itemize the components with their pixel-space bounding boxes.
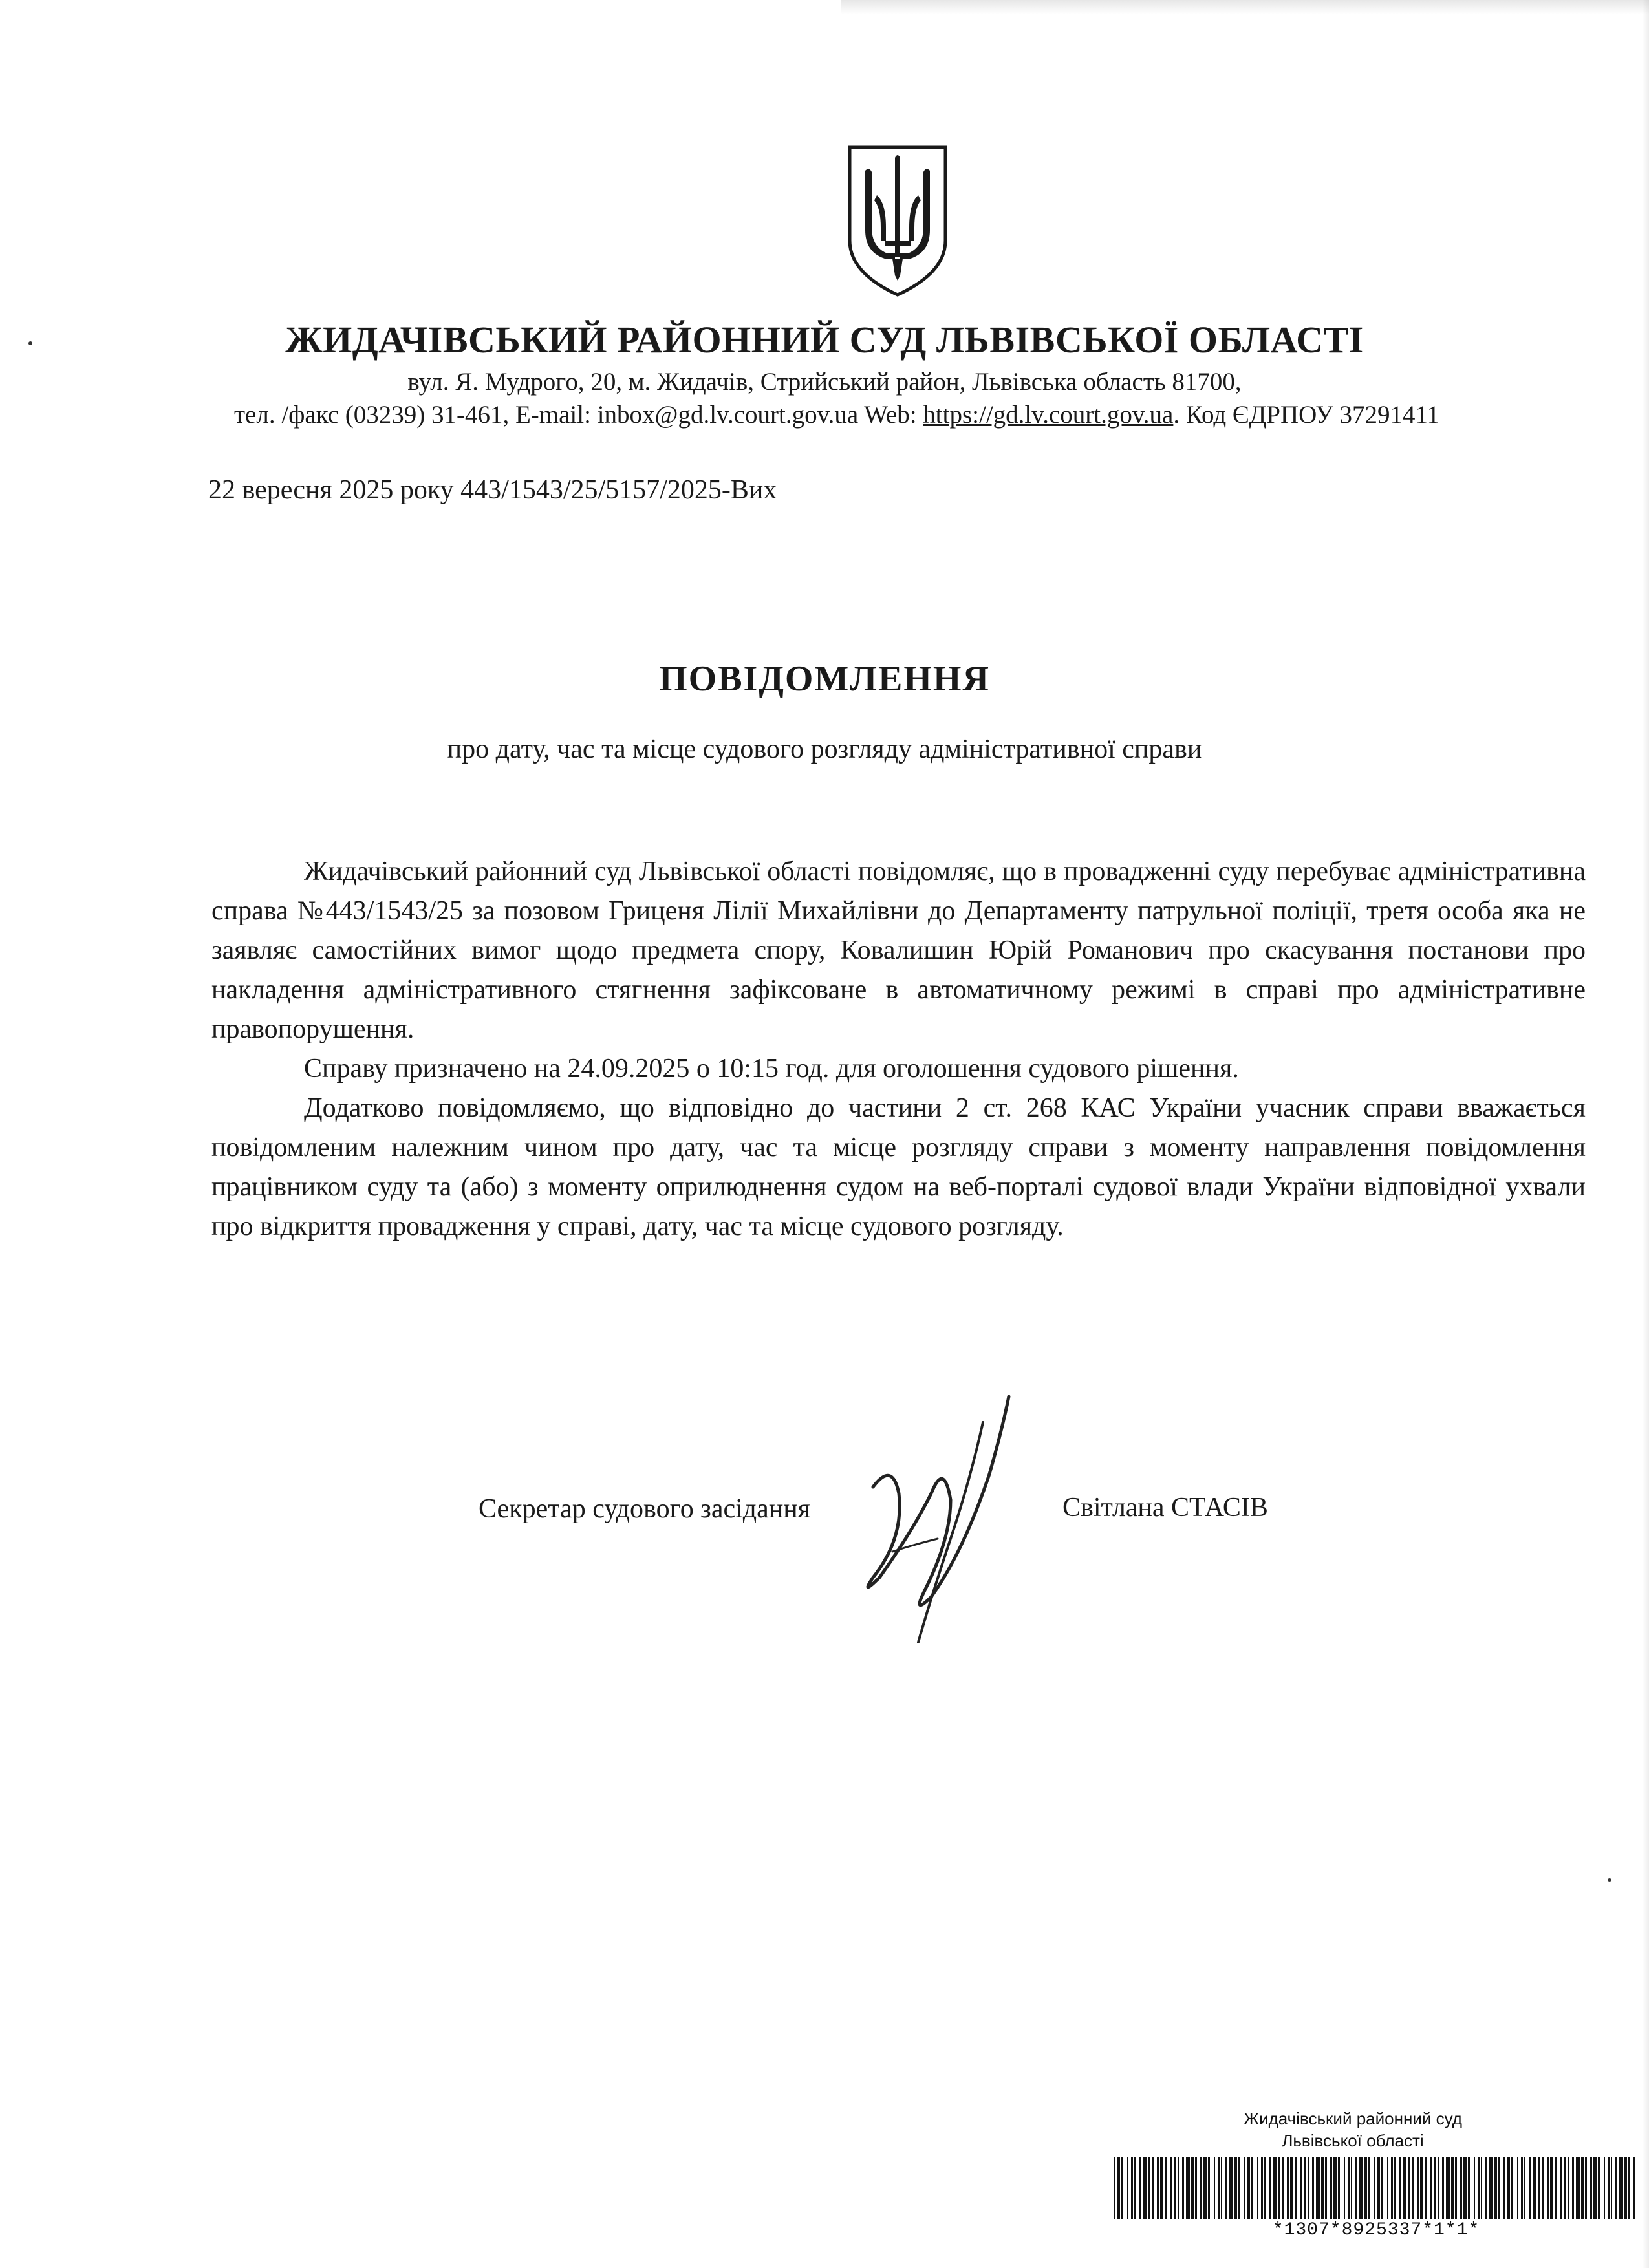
body-paragraph: Справу призначено на 24.09.2025 о 10:15 год. для оголошення судового рішення. [304, 1054, 1239, 1084]
barcode-bar [1238, 2157, 1240, 2219]
barcode-bar [1547, 2157, 1549, 2219]
notice-body [211, 852, 1586, 1246]
barcode-bar [1417, 2157, 1419, 2219]
barcode-bar [1550, 2157, 1553, 2219]
barcode-bar [1451, 2157, 1454, 2219]
barcode-bar [1615, 2157, 1617, 2219]
barcode-bar [1517, 2157, 1518, 2219]
barcode-bar [1538, 2157, 1540, 2219]
barcode-bar [1221, 2157, 1222, 2219]
barcode-bar [1628, 2157, 1630, 2219]
barcode-bar [1257, 2157, 1258, 2219]
barcode-bar [1446, 2157, 1450, 2219]
barcode-bar [1191, 2157, 1194, 2219]
barcode-bar [1368, 2157, 1370, 2219]
barcode-bar [1348, 2157, 1350, 2219]
handwritten-signature-icon [854, 1384, 1022, 1649]
barcode-bar [1560, 2157, 1562, 2219]
barcode-bar [1468, 2157, 1470, 2219]
barcode-bar [1585, 2157, 1587, 2219]
barcode-bar [1200, 2157, 1202, 2219]
barcode-bar [1399, 2157, 1401, 2219]
barcode-bar [1165, 2157, 1167, 2219]
barcode-bar [1529, 2157, 1531, 2219]
barcode-bar [1321, 2157, 1324, 2219]
barcode-bar [1481, 2157, 1482, 2219]
barcode-bar [1121, 2157, 1123, 2219]
barcode-bar [1494, 2157, 1497, 2219]
barcode-bar [1157, 2157, 1159, 2219]
barcode-bar [1312, 2157, 1314, 2219]
barcode-bar [1325, 2157, 1327, 2219]
barcode-bar [1287, 2157, 1289, 2219]
barcode-bar [1608, 2157, 1610, 2219]
barcode-bar [1463, 2157, 1467, 2219]
barcode-bar [1568, 2157, 1569, 2219]
barcode-bar [1355, 2157, 1357, 2219]
coat-of-arms-trident-icon [846, 144, 949, 299]
barcode-bar [1542, 2157, 1544, 2219]
barcode-bar [1474, 2157, 1475, 2219]
barcode-bar [1359, 2157, 1363, 2219]
barcode-bar [1507, 2157, 1510, 2219]
barcode-bar [1604, 2157, 1605, 2219]
barcode-bar [1394, 2157, 1396, 2219]
barcode-bar [1178, 2157, 1179, 2219]
barcode-bar [1160, 2157, 1163, 2219]
barcode-bar [1264, 2157, 1266, 2219]
barcode-bar [1333, 2157, 1337, 2219]
barcode-bar [1295, 2157, 1297, 2219]
barcode-bar [1412, 2157, 1414, 2219]
court-address: вул. Я. Мудрого, 20, м. Жидачів, Стрийський район, Львівська область 81700, [407, 368, 1242, 396]
barcode-bar [1503, 2157, 1505, 2219]
barcode-bar [1374, 2157, 1375, 2219]
barcode-bar [1300, 2157, 1302, 2219]
barcode-bar [1377, 2157, 1380, 2219]
barcode-bar [1455, 2157, 1457, 2219]
outgoing-number: 22 вересня 2025 року 443/1543/25/5157/2025-Вих [208, 475, 777, 505]
barcode-bar [1148, 2157, 1150, 2219]
barcode-bar [1555, 2157, 1557, 2219]
barcode-bar [1134, 2157, 1136, 2219]
barcode-bar [1117, 2157, 1120, 2219]
barcode-bar [1524, 2157, 1525, 2219]
barcode-bar [1127, 2157, 1128, 2219]
barcode-bar [1576, 2157, 1580, 2219]
barcode-bar [1139, 2157, 1141, 2219]
barcode-bar [1282, 2157, 1284, 2219]
registration-stamp [1217, 2108, 1489, 2152]
barcode-bar [1214, 2157, 1215, 2219]
barcode-bar [1152, 2157, 1154, 2219]
barcode-bar [1430, 2157, 1432, 2219]
document-subtitle: про дату, час та місце судового розгляду адміністративної справи [447, 734, 1202, 764]
barcode-bar [1170, 2157, 1172, 2219]
barcode-bar [1234, 2157, 1237, 2219]
barcode-bar [1182, 2157, 1184, 2219]
barcode-bar [1244, 2157, 1245, 2219]
barcode-bar [1593, 2157, 1597, 2219]
barcode-bar [1478, 2157, 1480, 2219]
court-contacts [234, 400, 1439, 429]
stamp-line-court: Жидачівський районний суд [1244, 2109, 1462, 2128]
barcode-bar [1364, 2157, 1367, 2219]
barcode-bar [1225, 2157, 1227, 2219]
barcode-bar [1460, 2157, 1462, 2219]
barcode-bar [1208, 2157, 1210, 2219]
barcode-bar [1131, 2157, 1133, 2219]
barcode-bar [1521, 2157, 1523, 2219]
barcode-bar [1590, 2157, 1592, 2219]
registration-barcode [1111, 2157, 1641, 2219]
barcode-bar [1251, 2157, 1253, 2219]
barcode-bar [1308, 2157, 1309, 2219]
signature-position: Секретар судового засідання [479, 1494, 811, 1524]
barcode-bar [1143, 2157, 1147, 2219]
barcode-bar [1581, 2157, 1584, 2219]
barcode-bar [1434, 2157, 1436, 2219]
barcode-bar [1387, 2157, 1388, 2219]
document-title: ПОВІДОМЛЕННЯ [659, 659, 990, 699]
barcode-bar [1408, 2157, 1410, 2219]
barcode-bar [1442, 2157, 1444, 2219]
barcode-bar [1338, 2157, 1340, 2219]
barcode-bar [1485, 2157, 1487, 2219]
barcode-bar [1229, 2157, 1233, 2219]
contacts-phone-email: тел. /факс (03239) 31-461, E-mail: inbox@gd.lv.court.gov.ua Web: [234, 401, 923, 429]
barcode-bar [1619, 2157, 1623, 2219]
body-paragraph: Додатково повідомляємо, що відповідно до частини 2 ст. 268 КАС України учасник справи вважається повідомленим належним чином про дату, час та місце розгляду справи з моменту направлення повідомлення працівником суду та (або) з моменту оприлюднення судом на веб-порталі судової влади України відповідної ухвали про відкриття провадження у справі, дату, час та місце судового розгляду. [211, 1093, 1586, 1241]
barcode-bar [1203, 2157, 1207, 2219]
barcode-bar [1533, 2157, 1536, 2219]
barcode-bar [1290, 2157, 1293, 2219]
barcode-bar [1425, 2157, 1427, 2219]
contacts-edrpou: . Код ЄДРПОУ 37291411 [1173, 401, 1440, 429]
barcode-bar [1564, 2157, 1566, 2219]
barcode-bar [1316, 2157, 1320, 2219]
barcode-bar [1269, 2157, 1271, 2219]
barcode-bar [1511, 2157, 1513, 2219]
barcode-bar [1344, 2157, 1345, 2219]
barcode-bar [1420, 2157, 1423, 2219]
barcode-bar [1351, 2157, 1352, 2219]
barcode-bar [1218, 2157, 1220, 2219]
barcode-bar [1247, 2157, 1250, 2219]
scan-edge-shadow-top [841, 0, 1649, 14]
barcode-number: *1307*8925337*1*1* [1272, 2220, 1480, 2240]
barcode-bar [1114, 2157, 1116, 2219]
barcode-bar [1624, 2157, 1627, 2219]
barcode-bar [1186, 2157, 1190, 2219]
barcode-bar [1633, 2157, 1635, 2219]
barcode-bar [1391, 2157, 1393, 2219]
barcode-bar [1273, 2157, 1277, 2219]
barcode-bar [1572, 2157, 1574, 2219]
barcode-bar [1304, 2157, 1306, 2219]
barcode-bar [1438, 2157, 1439, 2219]
barcode-bar [1261, 2157, 1263, 2219]
barcode-bar [1195, 2157, 1197, 2219]
barcode-bar [1330, 2157, 1332, 2219]
stamp-line-region: Львівської області [1282, 2131, 1424, 2150]
scan-speck [1608, 1878, 1611, 1882]
barcode-bar [1489, 2157, 1493, 2219]
barcode-bar [1598, 2157, 1600, 2219]
barcode-bar [1498, 2157, 1500, 2219]
court-website-link[interactable]: https://gd.lv.court.gov.ua [923, 401, 1174, 429]
barcode-bar [1174, 2157, 1176, 2219]
body-paragraph: Жидачівський районний суд Львівської області повідомляє, що в провадженні суду перебуває адміністративна справа №443/1543/25 за позовом Гриценя Лілії Михайлівни до Департаменту патрульної поліції, третя особа яка не заявляє самостійних вимог щодо предмета спору, Ковалишин Юрій Романович про скасування постанови про накладення адміністративного стягнення зафіксоване в автоматичному режимі в справі про адміністративне правопорушення. [211, 857, 1586, 1044]
barcode-bar [1381, 2157, 1383, 2219]
signatory-name: Світлана СТАСІВ [1062, 1493, 1268, 1523]
court-name: ЖИДАЧІВСЬКИЙ РАЙОННИЙ СУД ЛЬВІВСЬКОЇ ОБЛАСТІ [285, 319, 1364, 361]
barcode-bar [1403, 2157, 1406, 2219]
barcode-bar [1611, 2157, 1612, 2219]
barcode-bar [1278, 2157, 1280, 2219]
